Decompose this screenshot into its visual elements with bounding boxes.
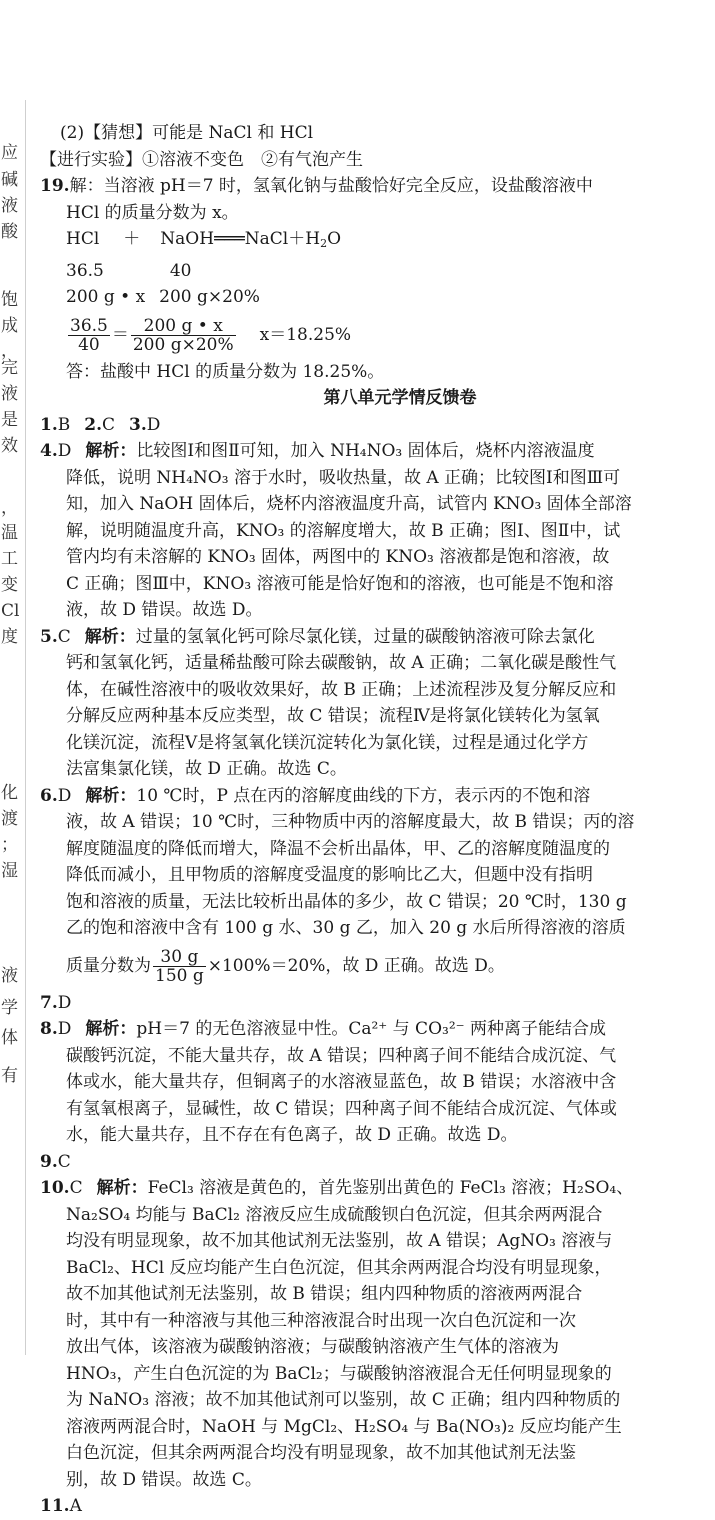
margin-fragment: 渡 (1, 809, 18, 829)
eq-hcl: HCl (66, 229, 100, 249)
margin-fragment: 液 (1, 196, 18, 216)
a10-line: BaCl₂、HCl 反应均能产生白色沉淀，但其余两两混合均没有明显现象， (66, 1257, 612, 1278)
a6-fraction-line: 质量分数为 $\frac{30 g}{150 g}$ ×100%＝20%，故 D 正确。故选 D。 (66, 946, 505, 986)
a4-line: C 正确；图Ⅲ中，KNO₃ 溶液可能是恰好饱和的溶液，也可能是不饱和溶 (66, 573, 614, 594)
margin-fragment: ； (1, 835, 18, 855)
q19-answer: 答：盐酸中 HCl 的质量分数为 18.25%。 (66, 361, 385, 382)
eq-h2o-sub: 2 (320, 237, 328, 250)
q19-molar-masses (40, 258, 700, 285)
binding-margin-fragments (0, 0, 22, 1350)
a4-line: 知，加入 NaOH 固体后，烧杯内溶液温度升高，试管内 KNO₃ 固体全部溶 (66, 494, 632, 514)
margin-fragment: ， (1, 341, 18, 361)
a5-line: 体，在碱性溶液中的吸收效果好，故 B 正确；上述流程涉及复分解反应和 (66, 679, 617, 700)
a10-line: 别，故 D 错误。故选 C。 (66, 1469, 262, 1490)
eq-arrow: ═══ (214, 229, 245, 249)
q19-proportion (40, 311, 700, 359)
answers-1-3: 1.B 2.C 3.D (40, 414, 161, 435)
mr-hcl: 36.5 (66, 260, 104, 281)
q18-experiment: 【进行实验】①溶液不变色 ②有气泡产生 (40, 149, 363, 170)
answer-4-block: 4.D 解析：比较图Ⅰ和图Ⅱ可知，加入 NH₄NO₃ 固体后，烧杯内溶液温度 降低，说明 NH₄NO₃ 溶于水时，吸收热量，故 A 正确；比较图Ⅰ和图Ⅲ可 知，加入 NaOH 固体后，烧杯内溶液温度升高，试管内 KNO₃ 固体全部溶 解，说明随温度升高，KNO₃ 的溶解度增大，故 B 正确；图Ⅰ、图Ⅱ中，试 管内均有未溶解的 KNO₃ 固体，两图中的 KNO₃ 溶液都是饱和溶液，故 C 正确；图Ⅲ中，KNO₃ 溶液可能是恰好饱和的溶液，也可能是不饱和溶 液，故 D 错误。故选 D。 (40, 438, 700, 624)
margin-fragment: 应 (1, 143, 18, 163)
frac-ratio-1: $\frac{36.5}{40}$ (70, 315, 108, 355)
a4-line: 降低，说明 NH₄NO₃ 溶于水时，吸收热量，故 A 正确；比较图Ⅰ和图Ⅲ可 (66, 467, 621, 488)
eq-sign: ＝ (111, 324, 129, 345)
a10-line: 放出气体，该溶液为碳酸钠溶液；与碳酸钠溶液产生气体的溶液为 (66, 1337, 559, 1357)
a5-line: 化镁沉淀，流程Ⅴ是将氢氧化镁沉淀转化为氯化镁，过程是通过化学方 (66, 732, 589, 753)
eq-naoh: NaOH (160, 229, 215, 249)
margin-fragment: 化 (1, 783, 18, 803)
a8-line: 有氢氧根离子，显碱性，故 C 错误；四种离子间不能结合成沉淀、气体或 (66, 1098, 617, 1119)
margin-fragment: 度 (1, 627, 18, 647)
a10-line: 时，其中有一种溶液与其他三种溶液混合时出现一次白色沉淀和一次 (66, 1310, 576, 1331)
a10-line: 溶液两两混合时，NaOH 与 MgCl₂、H₂SO₄ 与 Ba(NO₃)₂ 反应均能产生 (66, 1416, 622, 1437)
margin-fragment: 湿 (1, 861, 18, 881)
answer-8-block: 8.D 解析：pH＝7 的无色溶液显中性。Ca²⁺ 与 CO₃²⁻ 两种离子能结合成 碳酸钙沉淀，不能大量共存，故 A 错误；四种离子间不能结合成沉淀、气 体或水，能大量共存，但铜离子的水溶液显蓝色，故 B 错误；水溶液中含 有氢氧根离子，显碱性，故 C 错误；四种离子间不能结合成沉淀、气体或 水，能大量共存，且不存在有色离子，故 D 正确。故选 D。 (40, 1016, 700, 1149)
eq-products: NaCl＋H (244, 229, 321, 249)
margin-fragment: 体 (1, 1028, 18, 1048)
answer-9: 9.C (40, 1151, 71, 1172)
q19-equation (40, 226, 700, 258)
a8-line: 水，能大量共存，且不存在有色离子，故 D 正确。故选 D。 (66, 1125, 518, 1145)
a5-line: 钙和氢氧化钙，适量稀盐酸可除去碳酸钠，故 A 正确；二氧化碳是酸性气 (66, 653, 617, 673)
margin-fragment: 完 (1, 358, 18, 378)
a4-line: 管内均有未溶解的 KNO₃ 固体，两图中的 KNO₃ 溶液都是饱和溶液，故 (66, 547, 610, 567)
a6-line: 解度随温度的降低而增大，降温不会析出晶体，甲、乙的溶解度随温度的 (66, 838, 610, 859)
a10-line: HNO₃，产生白色沉淀的为 BaCl₂；与碳酸钠溶液混合无任何明显现象的 (66, 1363, 612, 1384)
a8-line: 体或水，能大量共存，但铜离子的水溶液显蓝色，故 B 错误；水溶液中含 (66, 1072, 617, 1092)
margin-fragment: 酸 (1, 222, 18, 242)
mass-naoh: 200 g×20% (159, 287, 260, 307)
margin-fragment: 是 (1, 410, 18, 430)
q18-block (40, 120, 700, 173)
margin-fragment: 液 (1, 966, 18, 986)
margin-fragment: 饱 (1, 290, 18, 310)
a6-line: 饱和溶液的质量，无法比较析出晶体的多少，故 C 错误；20 ℃时，130 g (66, 891, 627, 912)
mass-hcl: 200 g • x (66, 287, 146, 307)
margin-fragment: 成 (1, 316, 18, 336)
margin-fragment: 效 (1, 436, 18, 456)
a4-line: 液，故 D 错误。故选 D。 (66, 600, 263, 620)
eq-o: O (327, 229, 341, 249)
a6-line: 液，故 A 错误；10 ℃时，三种物质中丙的溶解度最大，故 B 错误；丙的溶 (66, 812, 635, 832)
margin-fragment: 工 (1, 549, 18, 569)
q18-guess: (2)【猜想】可能是 NaCl 和 HCl (60, 123, 314, 143)
mr-naoh: 40 (169, 260, 192, 281)
margin-fragment: ， (1, 498, 18, 518)
answer-5-block: 5.C 解析：过量的氢氧化钙可除尽氯化镁，过量的碳酸钠溶液可除去氯化 钙和氢氧化钙，适量稀盐酸可除去碳酸钠，故 A 正确；二氧化碳是酸性气 体，在碱性溶液中的吸收效果好，故 B 正确；上述流程涉及复分解反应和 分解反应两种基本反应类型，故 C 错误；流程Ⅳ是将氯化镁转化为氢氧 化镁沉淀，流程Ⅴ是将氢氧化镁沉淀转化为氯化镁，过程是通过化学方 法富集氯化镁，故 D 正确。故选 C。 (40, 624, 700, 783)
q19-result: x＝18.25% (259, 324, 352, 345)
margin-fragment: 变 (1, 575, 18, 595)
section-title: 第八单元学情反馈卷 (323, 388, 477, 408)
a8-line: 碳酸钙沉淀，不能大量共存，故 A 错误；四种离子间不能结合成沉淀、气 (66, 1045, 617, 1066)
a10-line: 均没有明显现象，故不加其他试剂无法鉴别，故 A 错误；AgNO₃ 溶液与 (66, 1231, 613, 1251)
a6-line: 降低而减小，且甲物质的溶解度受温度的影响比乙大，但题中没有指明 (66, 865, 593, 885)
margin-fragment: 碱 (1, 170, 18, 190)
q19-masses (40, 284, 700, 311)
frac-ratio-2: $\frac{200 g • x}{200 g\times 20\%}$ (132, 315, 234, 355)
margin-fragment: 液 (1, 384, 18, 404)
margin-fragment: 有 (1, 1066, 18, 1086)
margin-fragment: Cl (1, 601, 20, 621)
answer-11: 11.A (40, 1496, 82, 1516)
binding-divider-line (25, 100, 26, 1355)
answer-content (40, 120, 700, 1520)
a10-line: 白色沉淀，但其余两两混合均没有明显现象，故不加其他试剂无法鉴 (66, 1443, 576, 1463)
answer-7: 7.D (40, 992, 72, 1013)
answer-6-block: 6.D 解析：10 ℃时，P 点在丙的溶解度曲线的下方，表示丙的不饱和溶 液，故 A 错误；10 ℃时，三种物质中丙的溶解度最大，故 B 错误；丙的溶 解度随温度的降低而增大，降温不会析出晶体，甲、乙的溶解度随温度的 降低而减小，且甲物质的溶解度受温度的影响比乙大，但题中没有指明 饱和溶液的质量，无法比较析出晶体的多少，故 C 错误；20 ℃时，130 g 乙的饱和溶液中含有 100 g 水、30 g 乙，加入 20 g 水后所得溶液的溶质 质量分数为 $\frac{30 g}{150 g}$ ×100%＝20%，故 D 正确。故选 D。 (40, 783, 700, 990)
a4-line: 解，说明随温度升高，KNO₃ 的溶解度增大，故 B 正确；图Ⅰ、图Ⅱ中，试 (66, 520, 621, 541)
a10-line: 故不加其他试剂无法鉴别，故 B 错误；组内四种物质的溶液两两混合 (66, 1284, 583, 1304)
margin-fragment: 温 (1, 523, 18, 543)
q19-line-2: HCl 的质量分数为 x。 (66, 202, 239, 223)
a10-line: Na₂SO₄ 均能与 BaCl₂ 溶液反应生成硫酸钡白色沉淀，但其余两两混合 (66, 1204, 603, 1225)
q19-block (40, 173, 700, 385)
margin-fragment: 学 (1, 998, 18, 1018)
a6-line: 乙的饱和溶液中含有 100 g 水、30 g 乙，加入 20 g 水后所得溶液的溶质 (66, 918, 626, 938)
q19-number: 19. (40, 176, 70, 196)
a10-line: 为 NaNO₃ 溶液；故不加其他试剂可以鉴别，故 C 正确；组内四种物质的 (66, 1390, 621, 1410)
answer-10-block: 10.C 解析：FeCl₃ 溶液是黄色的，首先鉴别出黄色的 FeCl₃ 溶液；H₂SO₄、 Na₂SO₄ 均能与 BaCl₂ 溶液反应生成硫酸钡白色沉淀，但其余两两混合 均没有明显现象，故不加其他试剂无法鉴别，故 A 错误；AgNO₃ 溶液与 BaCl₂、HCl 反应均能产生白色沉淀，但其余两两混合均没有明显现象， 故不加其他试剂无法鉴别，故 B 错误；组内四种物质的溶液两两混合 时，其中有一种溶液与其他三种溶液混合时出现一次白色沉淀和一次 放出气体，该溶液为碳酸钠溶液；与碳酸钠溶液产生气体的溶液为 HNO₃，产生白色沉淀的为 BaCl₂；与碳酸钠溶液混合无任何明显现象的 为 NaNO₃ 溶液；故不加其他试剂可以鉴别，故 C 正确；组内四种物质的 溶液两两混合时，NaOH 与 MgCl₂、H₂SO₄ 与 Ba(NO₃)₂ 反应均能产生 白色沉淀，但其余两两混合均没有明显现象，故不加其他试剂无法鉴 别，故 D 错误。故选 C。 (40, 1175, 700, 1493)
q19-line-1: 解：当溶液 pH＝7 时，氢氧化钠与盐酸恰好完全反应，设盐酸溶液中 (69, 176, 593, 196)
a5-line: 分解反应两种基本反应类型，故 C 错误；流程Ⅳ是将氯化镁转化为氢氧 (66, 706, 600, 726)
eq-plus: ＋ (123, 229, 141, 249)
mass-fraction: $\frac{30 g}{150 g}$ (155, 946, 204, 986)
a5-line: 法富集氯化镁，故 D 正确。故选 C。 (66, 759, 347, 779)
